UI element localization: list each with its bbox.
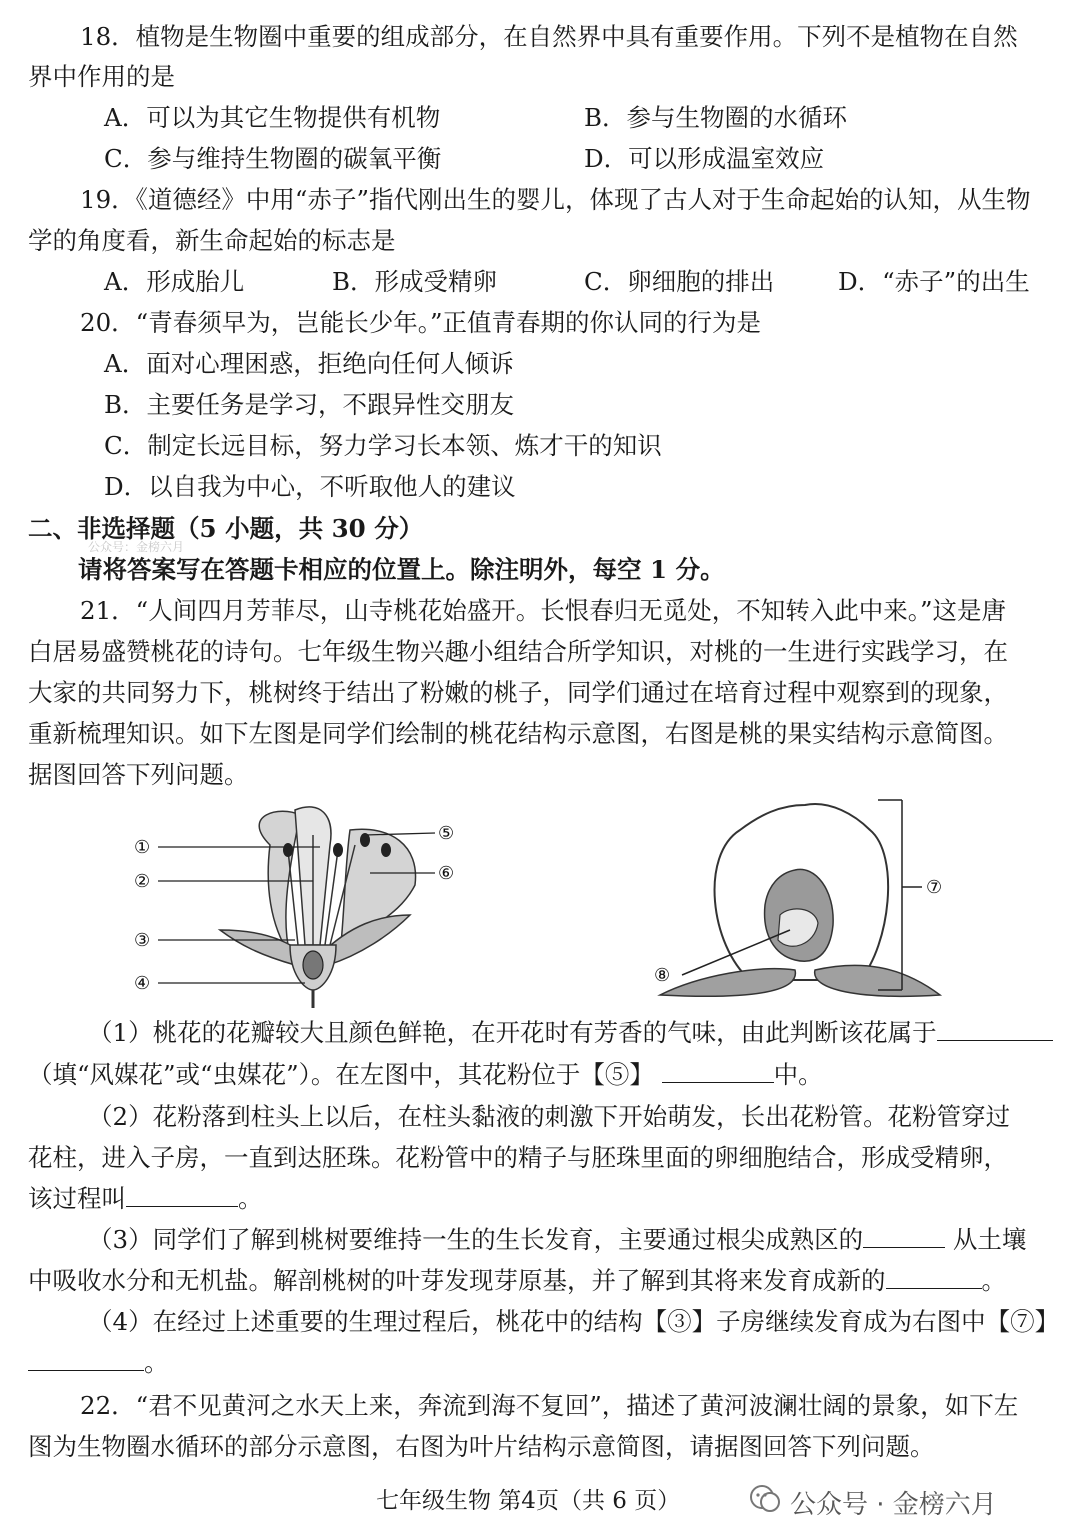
q20-option-d: D．以自我为中心，不听取他人的建议	[104, 472, 516, 501]
flower-label-2: ②	[134, 871, 151, 892]
flower-label-6: ⑥	[438, 863, 455, 884]
q20-option-a: A．面对心理困惑，拒绝向任何人倾诉	[104, 349, 514, 378]
q19-option-b: B．形成受精卵	[332, 267, 498, 296]
q19-option-c: C．卵细胞的排出	[584, 267, 775, 296]
q21-sub1-text-b: （填“风媒花”或“虫媒花”）。在左图中，其花粉位于【⑤】	[28, 1060, 654, 1089]
answer-blank-3[interactable]	[126, 1182, 238, 1207]
q18-option-a: A．可以为其它生物提供有机物	[104, 103, 441, 132]
q21-para-line4: 重新梳理知识。如下左图是同学们绘制的桃花结构示意图，右图是桃的果实结构示意简图。	[28, 719, 1008, 748]
fruit-base-left	[660, 969, 795, 997]
q21-sub3-text-a: （3）同学们了解到桃树要维持一生的生长发育，主要通过根尖成熟区的	[88, 1225, 864, 1254]
fruit-label-8: ⑧	[654, 965, 671, 986]
brand-watermark: 公众号 · 金榜六月	[790, 1490, 997, 1520]
watermark-small: 公众号：金榜六月	[88, 540, 185, 554]
q21-sub3-line2	[28, 1264, 1006, 1298]
q21-sub4-line2	[28, 1346, 169, 1380]
answer-blank-5[interactable]	[886, 1264, 982, 1289]
q21-sub2-text-c: 该过程叫	[28, 1184, 126, 1213]
q21-para-line2: 白居易盛赞桃花的诗句。七年级生物兴趣小组结合所学知识，对桃的一生进行实践学习，在	[28, 637, 1008, 666]
q22-para-line2: 图为生物圈水循环的部分示意图，右图为叶片结构示意简图，请据图回答下列问题。	[28, 1432, 935, 1461]
flower-petal-left	[259, 811, 300, 955]
section2-instruction: 请将答案写在答题卡相应的位置上。除注明外，每空 1 分。	[78, 555, 725, 584]
q18-option-d: D．可以形成温室效应	[584, 144, 825, 173]
answer-blank-4[interactable]	[863, 1223, 945, 1248]
flower-label-1: ①	[134, 837, 151, 858]
q18-stem-line1: 18．植物是生物圈中重要的组成部分，在自然界中具有重要作用。下列不是植物在自然	[80, 22, 1018, 51]
flower-label-4: ④	[134, 973, 151, 994]
q20-option-b: B．主要任务是学习，不跟异性交朋友	[104, 390, 515, 419]
wechat-icon	[748, 1482, 782, 1516]
q21-para-line5: 据图回答下列问题。	[28, 760, 249, 789]
fruit-base-right	[815, 965, 940, 996]
q21-sub2-line1: （2）花粉落到柱头上以后，在柱头黏液的刺激下开始萌发，长出花粉管。花粉管穿过	[88, 1102, 1011, 1131]
flower-label-3: ③	[134, 930, 151, 951]
answer-blank-1[interactable]	[937, 1016, 1053, 1041]
anther-outer-right	[381, 843, 391, 857]
q18-option-c: C．参与维持生物圈的碳氧平衡	[104, 144, 442, 173]
q21-sub2-text-d: 。	[238, 1184, 263, 1213]
flower-label-5: ⑤	[438, 823, 455, 844]
peach-flower-diagram	[120, 805, 470, 1010]
q21-sub4-line1: （4）在经过上述重要的生理过程后，桃花中的结构【③】子房继续发育成为右图中【⑦】	[88, 1307, 1060, 1336]
q21-sub2-line2: 花柱，进入子房，一直到达胚珠。花粉管中的精子与胚珠里面的卵细胞结合，形成受精卵，	[28, 1143, 1008, 1172]
q18-option-b: B．参与生物圈的水循环	[584, 103, 848, 132]
flower-ovary	[303, 951, 323, 979]
q20-option-c: C．制定长远目标，努力学习长本领、炼才干的知识	[104, 431, 662, 460]
q19-stem-line2: 学的角度看，新生命起始的标志是	[28, 226, 396, 255]
q21-sub3-text-d: 。	[981, 1266, 1006, 1295]
q21-sub1-text-a: （1）桃花的花瓣较大且颜色鲜艳，在开花时有芳香的气味，由此判断该花属于	[88, 1018, 937, 1047]
q20-stem: 20．“青春须早为，岂能长少年。”正值青春期的你认同的行为是	[80, 308, 761, 337]
peach-fruit-diagram	[640, 795, 970, 1005]
fruit-label-7: ⑦	[926, 877, 943, 898]
q21-para-line1: 21．“人间四月芳菲尽，山寺桃花始盛开。长恨春归无觅处，不知转入此中来。”这是唐	[80, 596, 1006, 625]
page-footer: 七年级生物 第4页（共 6 页）	[376, 1488, 681, 1514]
q21-para-line3: 大家的共同努力下，桃树终于结出了粉嫩的桃子，同学们通过在培育过程中观察到的现象，	[28, 678, 1008, 707]
q21-sub1-line1	[88, 1016, 1053, 1050]
q21-sub2-line3	[28, 1182, 263, 1216]
q22-para-line1: 22．“君不见黄河之水天上来，奔流到海不复回”，描述了黄河波澜壮阔的景象，如下左	[80, 1391, 1019, 1420]
q21-sub1-line2	[28, 1058, 823, 1092]
anther-right	[333, 843, 343, 857]
q21-sub1-text-c: 中。	[773, 1060, 823, 1089]
answer-blank-2[interactable]	[662, 1058, 774, 1083]
q21-sub3-text-c: 中吸收水分和无机盐。解剖桃树的叶芽发现芽原基，并了解到其将来发育成新的	[28, 1266, 886, 1295]
q19-stem-line1: 19．《道德经》中用“赤子”指代刚出生的婴儿，体现了古人对于生命起始的认知，从生物	[80, 185, 1031, 214]
q19-option-a: A．形成胎儿	[104, 267, 245, 296]
q18-stem-line2: 界中作用的是	[28, 62, 175, 91]
q21-sub4-text-b: 。	[144, 1348, 169, 1377]
q19-option-d: D．“赤子”的出生	[838, 267, 1030, 296]
anther-left	[283, 843, 293, 857]
q21-sub3-line1	[88, 1223, 1026, 1257]
q21-sub3-text-b: 从土壤	[952, 1225, 1027, 1254]
section2-title: 二、非选择题（5 小题，共 30 分）	[28, 514, 424, 543]
answer-blank-6[interactable]	[28, 1346, 144, 1371]
